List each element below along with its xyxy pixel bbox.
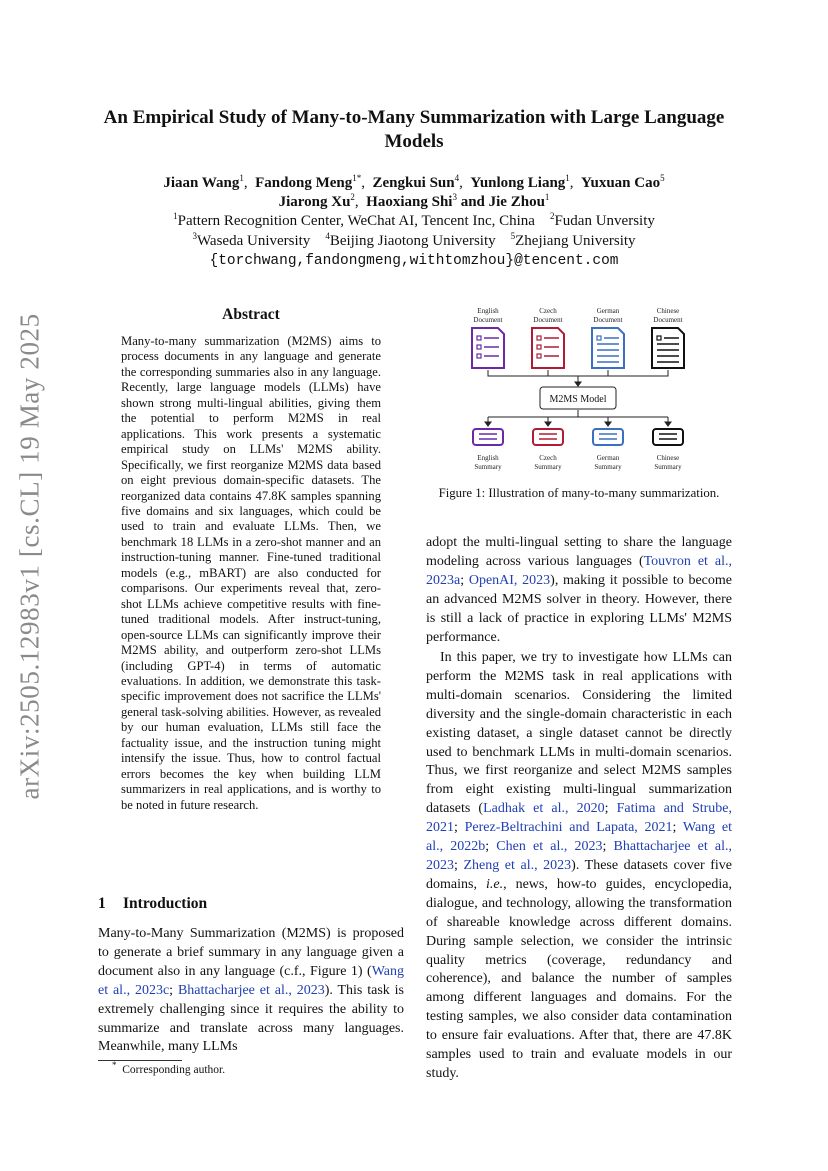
authors-line-2: Jiarong Xu$^2$, Haoxiang Shi$^3$ and Jie Zhou$^1$ (278, 192, 550, 210)
summary-label-line2: Summary (474, 463, 502, 471)
summary-label-line1: German (596, 454, 620, 462)
document-label-line2: Document (593, 316, 623, 324)
document-label-line2: Document (473, 316, 503, 324)
abstract-text: Many-to-many summarization (M2MS) aims to process documents in any language and generate the corresponding summaries also in any language. Recently, large language models (LLMs) have shown strong multi-lingual abilities, giving them the potential to perform M2MS in real applications. This work presents a systematic empirical study on LLMs' M2MS ability. Specifically, we first reorganize M2MS data based on eight previous domain-specific datasets. The reorganized data contains 47.8K samples spanning five domains and six languages, which could be used to train and evaluate LLMs. Then, we benchmark 18 LLMs in a zero-shot manner and an instruction-tuning manner. Fine-tuned traditional models (e.g., mBART) are also conducted for comparisons. Our experiments reveal that, zero-shot LLMs achieve competitive results with fine-tuned traditional models. After instruct-tuning, open-source LLMs can significantly improve their M2MS ability, and outperform zero-shot LLMs (including GPT-4) in terms of automatic evaluations. In addition, we demonstrate this task-specific improvement does not sacrifice the LLMs' general task-solving abilities. However, as revealed by our human evaluation, LLMs still face the factuality issue, and the instruction tuning might intensify the issue. Thus, how to control factual errors becomes the key when building LLM summarizers in real applications, and is worthy to be noted in future research. (121, 334, 381, 812)
citation-link[interactable]: Zheng et al., 2023 (463, 857, 572, 873)
document-label-line1: English (477, 307, 499, 315)
input-connectors (488, 370, 668, 386)
summary-english (473, 429, 503, 471)
document-label-line2: Document (653, 316, 683, 324)
summary-icon (473, 429, 503, 445)
document-label-line1: Chinese (656, 307, 680, 315)
document-german (592, 307, 624, 368)
author-name: Jie Zhou (488, 194, 545, 210)
document-english (472, 307, 504, 368)
summary-label-line1: Czech (539, 454, 557, 462)
figure-caption: Figure 1: Illustration of many-to-many summarization. (438, 486, 720, 500)
figure-m2ms-illustration (460, 300, 720, 480)
m2ms-model-box (540, 387, 616, 409)
citation-link[interactable]: Perez-Beltrachini and Lapata, 2021 (464, 820, 673, 836)
document-label-line1: Czech (539, 307, 557, 315)
summary-icon (533, 429, 563, 445)
author-name: Yunlong Liang (470, 175, 566, 191)
summary-label-line2: Summary (654, 463, 682, 471)
document-icon (592, 328, 624, 368)
author-name: Haoxiang Shi (366, 194, 453, 210)
section-heading-introduction: 1 Introduction (98, 895, 208, 912)
arxiv-identifier: arXiv:2505.12983v1 [cs.CL] 19 May 2025 (14, 313, 45, 800)
summary-label-line1: Chinese (656, 454, 680, 462)
affiliations-line-2: $^3$Waseda University $^4$Beijing Jiaotong University $^5$Zhejiang University (192, 231, 636, 249)
introduction-paragraph: Many-to-Many Summarization (M2MS) is proposed to generate a brief summary in any language given a document also in any language (c.f., Figure 1) (Wang et al., 2023c; Bhattacharjee et al., 2023). This task is extremely challenging since it requires the ability to summarize and translate across many languages. Meanwhile, many LLMs (98, 926, 404, 1055)
output-connectors (485, 410, 671, 426)
footnote: * Corresponding author. (112, 1060, 226, 1076)
summary-label-line1: English (477, 454, 499, 462)
document-label-line1: German (596, 307, 620, 315)
summary-icon (653, 429, 683, 445)
author-name: Yuxuan Cao (581, 175, 661, 191)
document-icon (652, 328, 684, 368)
body-paragraph: adopt the multi-lingual setting to share the language modeling across various languages (Touvron et al., 2023a; OpenAI, 2023), making it possible to become an advanced M2MS solver in theory. However, there is still a lack of practice in exploring LLMs' M2MS performance. (426, 535, 732, 645)
citation-link[interactable]: Bhattacharjee et al., 2023 (426, 839, 732, 873)
citation-link[interactable]: Wang et al., 2023c (98, 963, 404, 998)
citation-link[interactable]: Ladhak et al., 2020 (483, 801, 605, 817)
model-label: M2MS Model (549, 394, 607, 405)
paper-title: An Empirical Study of Many-to-Many Summarization with Large Language Models (103, 107, 725, 152)
document-chinese (652, 307, 684, 368)
citation-link[interactable]: Chen et al., 2023 (496, 839, 603, 855)
citation-link[interactable]: Wang et al., 2022b (426, 820, 733, 855)
authors-line-1: Jiaan Wang$^1$, Fandong Meng$^{1*}$, Zengkui Sun$^4$, Yunlong Liang$^1$, Yuxuan Cao$^5$ (163, 173, 665, 191)
citation-link[interactable]: Bhattacharjee et al., 2023 (177, 982, 325, 998)
document-icon (472, 328, 504, 368)
summary-label-line2: Summary (594, 463, 622, 471)
document-label-line2: Document (533, 316, 563, 324)
summary-label-line2: Summary (534, 463, 562, 471)
author-name: Jiaan Wang (163, 175, 240, 191)
citation-link[interactable]: Fatima and Strube, 2021 (426, 801, 733, 836)
summary-german (593, 429, 623, 471)
summary-chinese (653, 429, 683, 471)
author-name: Jiarong Xu (278, 194, 351, 210)
summary-czech (533, 429, 563, 471)
affiliations-line-1: $^1$Pattern Recognition Center, WeChat AI, Tencent Inc, China $^2$Fudan Unversity (173, 211, 655, 229)
citation-link[interactable]: OpenAI, 2023 (468, 572, 551, 588)
document-czech (532, 307, 564, 368)
summary-icon (593, 429, 623, 445)
document-icon (532, 328, 564, 368)
author-name: Fandong Meng (255, 175, 353, 191)
author-name: Zengkui Sun (372, 175, 455, 191)
citation-link[interactable]: Touvron et al., 2023a (426, 553, 732, 588)
author-emails: {torchwang,fandongmeng,withtomzhou}@tencent.com (209, 253, 619, 269)
abstract-heading: Abstract (222, 306, 280, 323)
footnote-rule (98, 1060, 182, 1061)
body-paragraph: In this paper, we try to investigate how LLMs can perform the M2MS task in real applications with multi-domain scenarios. Considering the limited diversity and the single-domain characteristic in each existing dataset, a single dataset cannot be directly used to benchmark LLMs in multi-domain scenarios. Thus, we first reorganize and select M2MS samples from eight existing multi-lingual summarization datasets (Ladhak et al., 2020; Fatima and Strube, 2021; Perez-Beltrachini and Lapata, 2021; Wang et al., 2022b; Chen et al., 2023; Bhattacharjee et al., 2023; Zheng et al., 2023). These datasets cover five domains, i.e., news, how-to guides, encyclopedia, dialogue, and technology, allowing the transformation of shareable knowledge across different domains. During sample selection, we consider the intrinsic quality metrics (coverage, redundancy and coherence), and balance the number of samples among different languages and domains. For the testing samples, we also consider data contamination to ensure fair evaluations. After that, there are 47.8K samples used to train and evaluate models in our study. (426, 650, 733, 1081)
